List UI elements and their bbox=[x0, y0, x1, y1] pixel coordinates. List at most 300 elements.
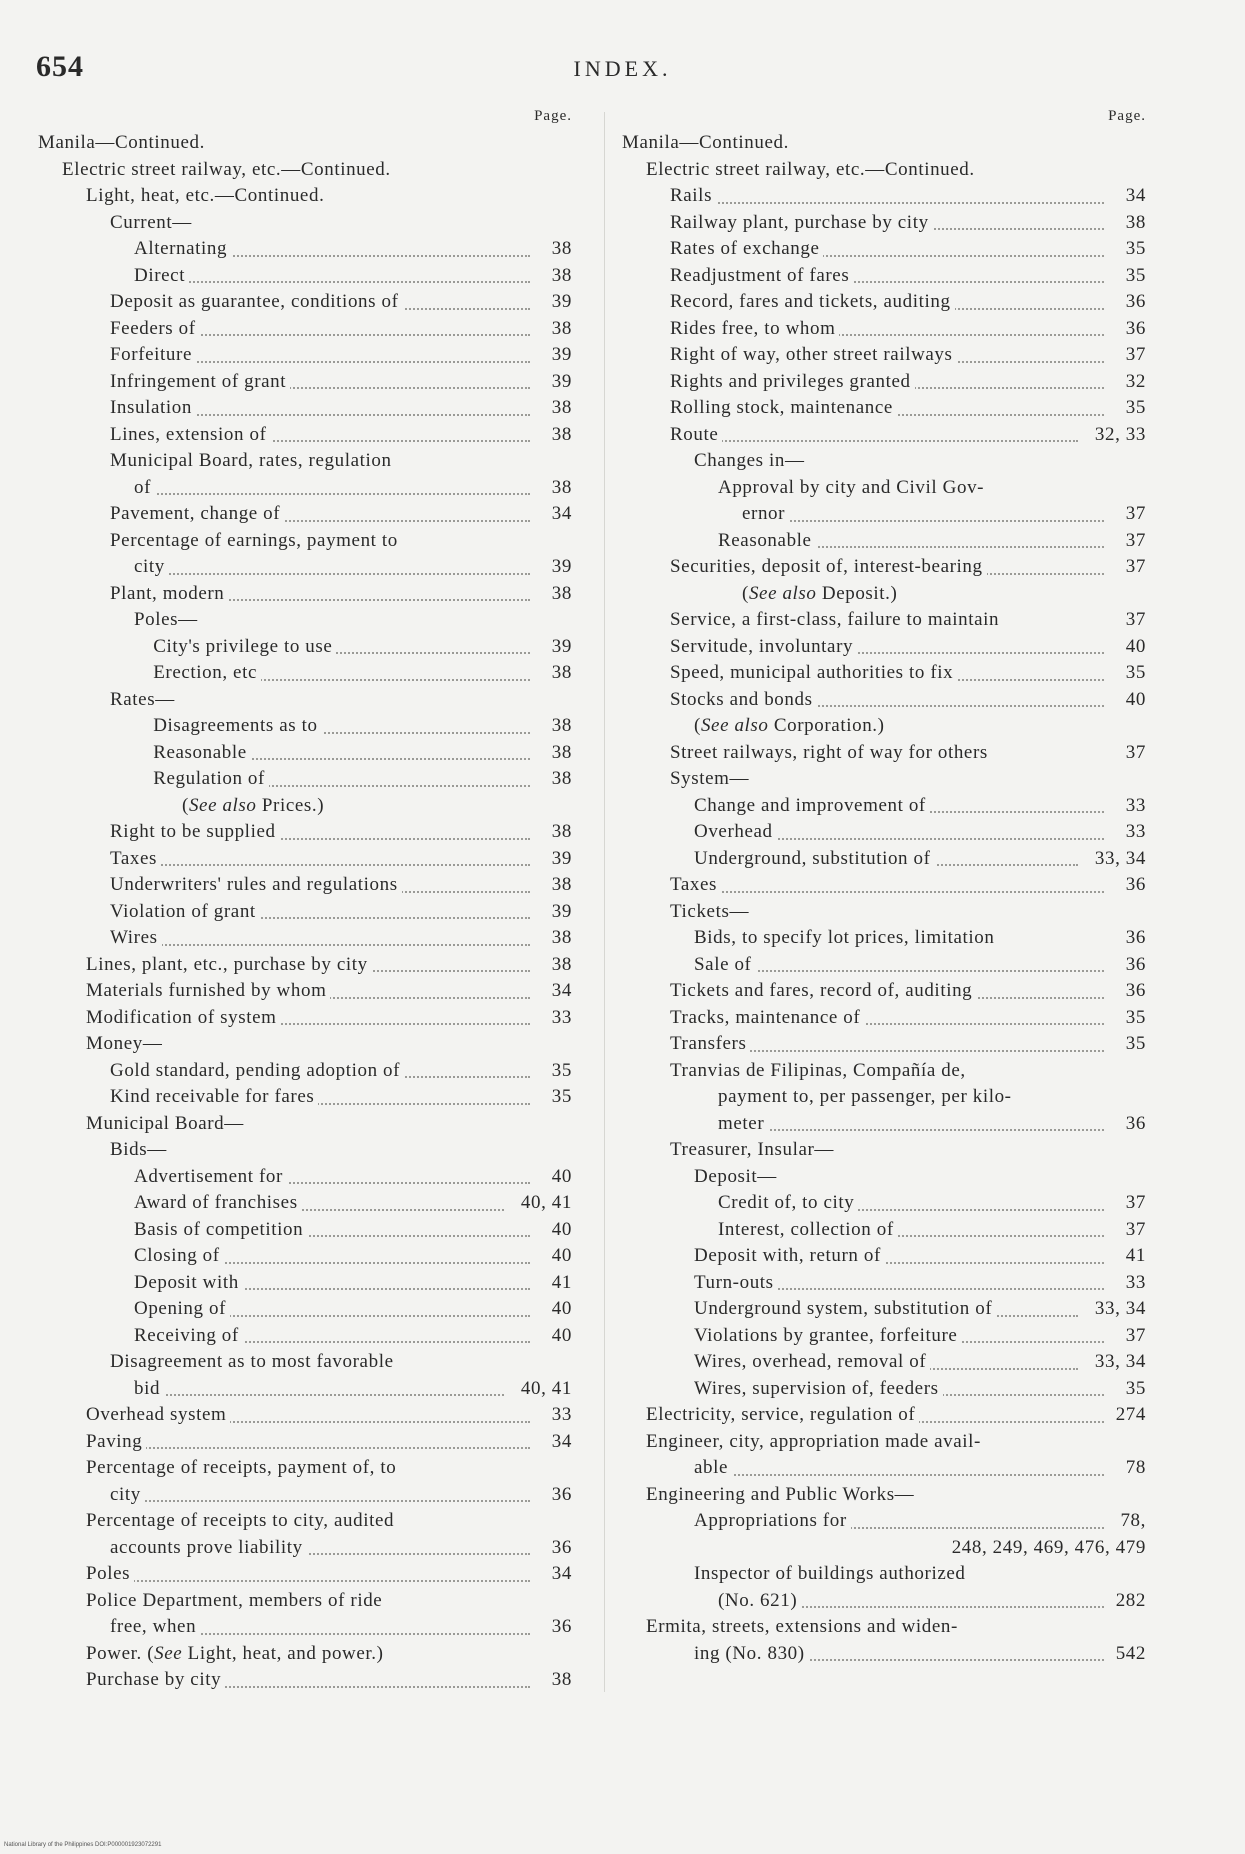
entry-text: Underground, substitution of bbox=[694, 848, 935, 869]
index-entry bbox=[622, 1190, 1152, 1217]
entry-text: Regulation of bbox=[153, 768, 269, 789]
index-entry bbox=[622, 581, 1152, 608]
entry-page-ref: 36 bbox=[1125, 874, 1146, 895]
page-number: 654 bbox=[36, 50, 84, 83]
entry-text: Pavement, change of bbox=[110, 503, 284, 524]
entry-page-ref: 35 bbox=[1125, 1033, 1146, 1054]
index-entry bbox=[622, 660, 1152, 687]
entry-text: Ermita, streets, extensions and widen- bbox=[646, 1616, 962, 1637]
index-entry bbox=[622, 422, 1152, 449]
index-entry bbox=[622, 1111, 1152, 1138]
entry-page-ref: 38 bbox=[551, 317, 572, 339]
index-entry bbox=[38, 1402, 578, 1429]
entry-text: Changes in— bbox=[694, 450, 809, 471]
entry-text: Bids— bbox=[110, 1139, 171, 1160]
entry-text: Street railways, right of way for others bbox=[670, 742, 992, 763]
entry-text: ing (No. 830) bbox=[694, 1643, 809, 1664]
index-entry bbox=[622, 1482, 1152, 1509]
index-entry bbox=[38, 1296, 578, 1323]
entry-page-ref: 282 bbox=[1115, 1589, 1146, 1611]
index-entry bbox=[622, 1084, 1152, 1111]
entry-page-ref: 39 bbox=[551, 291, 572, 312]
entry-page-ref: 40 bbox=[551, 1324, 572, 1346]
entry-text: Route bbox=[670, 424, 722, 445]
index-entry bbox=[38, 342, 578, 369]
entry-text: Manila—Continued. bbox=[38, 132, 209, 153]
index-entry bbox=[622, 1164, 1152, 1191]
index-entry bbox=[38, 554, 578, 581]
entry-text: Deposit with bbox=[134, 1272, 243, 1293]
index-entry bbox=[38, 1349, 578, 1376]
entry-text: Deposit— bbox=[694, 1166, 781, 1187]
entry-page-ref: 40 bbox=[1125, 688, 1146, 710]
index-entry bbox=[38, 1667, 578, 1694]
entry-text: Tracks, maintenance of bbox=[670, 1007, 864, 1028]
entry-page-ref: 37 bbox=[1125, 344, 1146, 365]
index-entry bbox=[622, 1429, 1152, 1456]
dot-leader bbox=[750, 519, 1104, 522]
entry-page-ref: 36 bbox=[1125, 953, 1146, 975]
index-entry bbox=[622, 236, 1152, 263]
entry-page-ref: 33 bbox=[1125, 794, 1146, 816]
index-entry bbox=[38, 1376, 578, 1403]
entry-text: Securities, deposit of, interest-bearing bbox=[670, 556, 987, 577]
entry-page-ref: 38 bbox=[551, 953, 572, 975]
index-entry bbox=[622, 501, 1152, 528]
entry-text: Rates of exchange bbox=[670, 238, 823, 259]
index-entry bbox=[38, 236, 578, 263]
index-entry bbox=[38, 528, 578, 555]
entry-text: Bids, to specify lot prices, limitation bbox=[694, 927, 998, 948]
index-entry bbox=[622, 1243, 1152, 1270]
left-index-column bbox=[38, 108, 578, 1694]
entry-text: Rolling stock, maintenance bbox=[670, 397, 897, 418]
entry-text: City's privilege to use bbox=[153, 636, 336, 657]
entry-text: Rights and privileges granted bbox=[670, 371, 915, 392]
entry-text: Power. (See Light, heat, and power.) bbox=[86, 1643, 388, 1664]
index-entry bbox=[38, 1614, 578, 1641]
entry-page-ref: 78, bbox=[1120, 1510, 1146, 1531]
index-entry bbox=[38, 1005, 578, 1032]
index-entry bbox=[38, 978, 578, 1005]
entry-page-ref: 274 bbox=[1115, 1404, 1146, 1425]
entry-page-ref: 38 bbox=[551, 874, 572, 895]
index-entry bbox=[622, 183, 1152, 210]
entry-text: Tickets— bbox=[670, 901, 753, 922]
entry-page-ref: 40, 41 bbox=[520, 1192, 572, 1213]
entry-page-ref: 33 bbox=[551, 1006, 572, 1028]
entry-page-ref: 37 bbox=[1125, 1192, 1146, 1213]
index-entry bbox=[622, 713, 1152, 740]
entry-text: Taxes bbox=[670, 874, 721, 895]
entry-text: Electricity, service, regulation of bbox=[646, 1404, 919, 1425]
dot-leader bbox=[678, 439, 1078, 442]
entry-text: able bbox=[694, 1457, 732, 1478]
entry-page-ref: 36 bbox=[551, 1483, 572, 1505]
index-entry bbox=[38, 846, 578, 873]
index-entry bbox=[622, 766, 1152, 793]
index-entry bbox=[38, 1323, 578, 1350]
left-entry-list bbox=[38, 130, 578, 1694]
entry-text bbox=[948, 1537, 952, 1558]
index-entry bbox=[38, 316, 578, 343]
entry-text: Rates— bbox=[110, 689, 179, 710]
entry-text: (No. 621) bbox=[718, 1590, 801, 1611]
entry-text: Modification of system bbox=[86, 1007, 281, 1028]
entry-page-ref: 40 bbox=[551, 1298, 572, 1319]
index-entry bbox=[622, 1323, 1152, 1350]
index-entry bbox=[38, 501, 578, 528]
entry-text: Wires bbox=[110, 927, 162, 948]
entry-text: Violation of grant bbox=[110, 901, 260, 922]
index-entry bbox=[622, 687, 1152, 714]
index-entry bbox=[622, 1455, 1152, 1482]
index-entry bbox=[622, 210, 1152, 237]
entry-page-ref: 32, 33 bbox=[1094, 423, 1146, 445]
entry-text: Receiving of bbox=[134, 1325, 243, 1346]
dot-leader bbox=[118, 863, 530, 866]
index-entry bbox=[622, 740, 1152, 767]
entry-page-ref: 35 bbox=[1125, 264, 1146, 286]
index-entry bbox=[38, 1535, 578, 1562]
dot-leader bbox=[142, 572, 530, 575]
index-entry bbox=[38, 819, 578, 846]
index-entry bbox=[622, 793, 1152, 820]
index-entry bbox=[38, 475, 578, 502]
entry-text: bid bbox=[134, 1378, 164, 1399]
index-entry bbox=[38, 872, 578, 899]
index-entry bbox=[622, 819, 1152, 846]
entry-text: Underwriters' rules and regulations bbox=[110, 874, 402, 895]
entry-text: Money— bbox=[86, 1033, 166, 1054]
entry-page-ref: 38 bbox=[551, 715, 572, 736]
entry-text: Tranvias de Filipinas, Compañía de, bbox=[670, 1060, 970, 1081]
entry-text: Current— bbox=[110, 212, 196, 233]
entry-text: city bbox=[110, 1484, 145, 1505]
entry-page-ref: 38 bbox=[551, 927, 572, 948]
index-entry bbox=[622, 1270, 1152, 1297]
entry-page-ref: 35 bbox=[1125, 1006, 1146, 1028]
entry-text: Gold standard, pending adoption of bbox=[110, 1060, 404, 1081]
entry-text: Rides free, to whom bbox=[670, 318, 839, 339]
entry-text: Insulation bbox=[110, 397, 196, 418]
entry-page-ref: 34 bbox=[551, 1563, 572, 1584]
entry-text: Opening of bbox=[134, 1298, 230, 1319]
entry-text: Basis of competition bbox=[134, 1219, 307, 1240]
entry-page-ref: 40, 41 bbox=[520, 1377, 572, 1399]
entry-page-ref: 39 bbox=[551, 635, 572, 657]
entry-page-ref: 34 bbox=[551, 980, 572, 1001]
entry-page-ref: 39 bbox=[551, 370, 572, 392]
right-index-column bbox=[622, 108, 1152, 1667]
entry-page-ref: 35 bbox=[1125, 662, 1146, 683]
entry-page-ref: 38 bbox=[551, 1669, 572, 1690]
entry-text: Deposit as guarantee, conditions of bbox=[110, 291, 403, 312]
left-page-heading: Page. bbox=[534, 108, 572, 124]
scan-footer: National Library of the Philippines DOI:P000001923072291 bbox=[4, 1842, 162, 1848]
index-entry bbox=[622, 846, 1152, 873]
dot-leader bbox=[142, 492, 530, 495]
right-page-heading: Page. bbox=[1108, 108, 1146, 124]
entry-text: Disagreements as to bbox=[153, 715, 321, 736]
entry-page-ref: 38 bbox=[1125, 211, 1146, 233]
dot-leader bbox=[118, 1499, 530, 1502]
index-entry bbox=[38, 1429, 578, 1456]
entry-page-ref: 40 bbox=[551, 1245, 572, 1266]
index-entry bbox=[38, 1243, 578, 1270]
index-entry bbox=[38, 687, 578, 714]
entry-text: Electric street railway, etc.—Continued. bbox=[62, 159, 395, 180]
entry-page-ref: 37 bbox=[1125, 1324, 1146, 1346]
entry-text: Erection, etc bbox=[153, 662, 261, 683]
entry-text: Poles bbox=[86, 1563, 134, 1584]
dot-leader bbox=[678, 201, 1104, 204]
entry-page-ref: 542 bbox=[1115, 1642, 1146, 1664]
entry-text: Advertisement for bbox=[134, 1166, 287, 1187]
entry-text: Appropriations for bbox=[694, 1510, 851, 1531]
index-entry bbox=[622, 342, 1152, 369]
dot-leader bbox=[142, 1393, 504, 1396]
entry-page-ref: 36 bbox=[1125, 317, 1146, 339]
index-entry bbox=[622, 1296, 1152, 1323]
index-entry bbox=[622, 316, 1152, 343]
entry-text: Right to be supplied bbox=[110, 821, 280, 842]
index-entry bbox=[622, 369, 1152, 396]
entry-page-ref: 33 bbox=[1125, 821, 1146, 842]
entry-page-ref: 37 bbox=[1125, 741, 1146, 763]
index-entry bbox=[38, 1111, 578, 1138]
entry-text: Engineering and Public Works— bbox=[646, 1484, 918, 1505]
entry-text: Municipal Board, rates, regulation bbox=[110, 450, 396, 471]
entry-text: Transfers bbox=[670, 1033, 750, 1054]
entry-page-ref: 34 bbox=[551, 503, 572, 524]
index-entry bbox=[622, 1402, 1152, 1429]
entry-page-ref: 39 bbox=[551, 900, 572, 922]
entry-text: Readjustment of fares bbox=[670, 265, 853, 286]
entry-text: Sale of bbox=[694, 954, 756, 975]
entry-page-ref: 37 bbox=[1125, 503, 1146, 524]
entry-text: Reasonable bbox=[718, 530, 816, 551]
entry-page-ref: 35 bbox=[1125, 238, 1146, 259]
entry-text: Treasurer, Insular— bbox=[670, 1139, 838, 1160]
entry-text: of bbox=[134, 477, 155, 498]
entry-text: Service, a first-class, failure to maintain bbox=[670, 609, 1003, 630]
index-entry bbox=[622, 1217, 1152, 1244]
entry-text: Turn-outs bbox=[694, 1272, 778, 1293]
index-entry bbox=[38, 634, 578, 661]
entry-text: Light, heat, etc.—Continued. bbox=[86, 185, 328, 206]
entry-text: Infringement of grant bbox=[110, 371, 290, 392]
index-entry bbox=[622, 1137, 1152, 1164]
index-entry bbox=[622, 1376, 1152, 1403]
entry-page-ref: 38 bbox=[551, 423, 572, 445]
entry-page-ref: 38 bbox=[551, 264, 572, 286]
entry-page-ref: 36 bbox=[1125, 980, 1146, 1001]
entry-text: Paving bbox=[86, 1431, 146, 1452]
index-entry bbox=[38, 1561, 578, 1588]
entry-page-ref: 36 bbox=[1125, 927, 1146, 948]
dot-leader bbox=[118, 943, 530, 946]
entry-text: Purchase by city bbox=[86, 1669, 225, 1690]
entry-text: Rails bbox=[670, 185, 716, 206]
index-entry bbox=[38, 130, 578, 157]
index-entry bbox=[38, 1217, 578, 1244]
entry-page-ref: 33 bbox=[1125, 1271, 1146, 1293]
index-entry bbox=[38, 1164, 578, 1191]
entry-text: Wires, supervision of, feeders bbox=[694, 1378, 943, 1399]
index-entry bbox=[622, 475, 1152, 502]
entry-text: Credit of, to city bbox=[718, 1192, 858, 1213]
entry-text: Stocks and bonds bbox=[670, 689, 817, 710]
entry-text: Servitude, involuntary bbox=[670, 636, 857, 657]
entry-text: (See also Corporation.) bbox=[694, 715, 889, 736]
entry-text: Manila—Continued. bbox=[622, 132, 793, 153]
index-entry bbox=[622, 1349, 1152, 1376]
entry-text: Disagreement as to most favorable bbox=[110, 1351, 398, 1372]
entry-page-ref: 39 bbox=[551, 556, 572, 577]
entry-page-ref: 36 bbox=[1125, 291, 1146, 312]
entry-page-ref: 38 bbox=[551, 741, 572, 763]
entry-page-ref: 39 bbox=[551, 344, 572, 365]
entry-text: Alternating bbox=[134, 238, 231, 259]
index-entry bbox=[622, 448, 1152, 475]
index-entry bbox=[622, 554, 1152, 581]
index-entry bbox=[622, 289, 1152, 316]
index-entry bbox=[622, 1588, 1152, 1615]
index-entry bbox=[38, 713, 578, 740]
index-entry bbox=[38, 766, 578, 793]
entry-page-ref: 41 bbox=[551, 1271, 572, 1293]
entry-text: Right of way, other street railways bbox=[670, 344, 957, 365]
entry-text: Feeders of bbox=[110, 318, 200, 339]
entry-text: (See also Prices.) bbox=[182, 795, 328, 816]
index-entry bbox=[622, 872, 1152, 899]
index-entry bbox=[622, 1561, 1152, 1588]
entry-page-ref: 38 bbox=[551, 768, 572, 789]
column-divider bbox=[604, 112, 605, 1692]
entry-page-ref: 33 bbox=[551, 1404, 572, 1425]
entry-text: Engineer, city, appropriation made avail- bbox=[646, 1431, 985, 1452]
index-entry bbox=[38, 157, 578, 184]
index-entry bbox=[38, 395, 578, 422]
entry-text: Plant, modern bbox=[110, 583, 228, 604]
entry-text: Kind receivable for fares bbox=[110, 1086, 318, 1107]
entry-text: Deposit with, return of bbox=[694, 1245, 885, 1266]
entry-text: Tickets and fares, record of, auditing bbox=[670, 980, 976, 1001]
entry-text: Materials furnished by whom bbox=[86, 980, 330, 1001]
index-entry bbox=[38, 1058, 578, 1085]
entry-text: Reasonable bbox=[153, 742, 251, 763]
entry-text: Railway plant, purchase by city bbox=[670, 212, 933, 233]
entry-page-ref: 37 bbox=[1125, 609, 1146, 630]
entry-page-ref: 38 bbox=[551, 476, 572, 498]
index-entry bbox=[622, 952, 1152, 979]
index-entry bbox=[38, 607, 578, 634]
index-entry bbox=[38, 899, 578, 926]
index-entry bbox=[622, 1031, 1152, 1058]
index-entry bbox=[38, 369, 578, 396]
index-entry bbox=[622, 978, 1152, 1005]
entry-page-ref: 35 bbox=[551, 1086, 572, 1107]
entry-text: Underground system, substitution of bbox=[694, 1298, 996, 1319]
index-entry bbox=[622, 607, 1152, 634]
entry-text: Interest, collection of bbox=[718, 1219, 898, 1240]
index-entry bbox=[38, 952, 578, 979]
index-entry bbox=[622, 1535, 1152, 1562]
entry-page-ref: 34 bbox=[551, 1430, 572, 1452]
entry-page-ref: 248, 249, 469, 476, 479 bbox=[951, 1536, 1146, 1558]
entry-page-ref: 35 bbox=[551, 1059, 572, 1081]
index-entry bbox=[622, 899, 1152, 926]
entry-text: Inspector of buildings authorized bbox=[694, 1563, 970, 1584]
dot-leader bbox=[702, 1473, 1104, 1476]
dot-leader bbox=[726, 1128, 1104, 1131]
right-entry-list bbox=[622, 130, 1152, 1667]
entry-text: Speed, municipal authorities to fix bbox=[670, 662, 957, 683]
index-entry bbox=[38, 1190, 578, 1217]
entry-text: free, when bbox=[110, 1616, 200, 1637]
index-entry bbox=[38, 1084, 578, 1111]
running-head: INDEX. bbox=[573, 56, 672, 81]
index-entry bbox=[622, 925, 1152, 952]
entry-text: Direct bbox=[134, 265, 189, 286]
index-entry bbox=[622, 157, 1152, 184]
index-entry bbox=[38, 1455, 578, 1482]
index-entry bbox=[622, 263, 1152, 290]
entry-text: Forfeiture bbox=[110, 344, 196, 365]
entry-text: payment to, per passenger, per kilo- bbox=[718, 1086, 1016, 1107]
entry-text: Taxes bbox=[110, 848, 161, 869]
entry-page-ref: 40 bbox=[551, 1165, 572, 1187]
entry-page-ref: 36 bbox=[551, 1536, 572, 1558]
entry-text: (See also Deposit.) bbox=[742, 583, 901, 604]
entry-text: accounts prove liability bbox=[110, 1537, 307, 1558]
entry-page-ref: 38 bbox=[551, 662, 572, 683]
entry-text: ernor bbox=[742, 503, 789, 524]
entry-page-ref: 40 bbox=[1125, 635, 1146, 657]
entry-page-ref: 38 bbox=[551, 397, 572, 418]
index-entry bbox=[38, 210, 578, 237]
entry-page-ref: 35 bbox=[1125, 397, 1146, 418]
entry-text: Lines, plant, etc., purchase by city bbox=[86, 954, 372, 975]
entry-page-ref: 38 bbox=[551, 821, 572, 842]
entry-page-ref: 37 bbox=[1125, 556, 1146, 577]
entry-page-ref: 37 bbox=[1125, 529, 1146, 551]
entry-text: Lines, extension of bbox=[110, 424, 271, 445]
index-entry bbox=[622, 528, 1152, 555]
dot-leader bbox=[702, 969, 1104, 972]
entry-page-ref: 38 bbox=[551, 582, 572, 604]
entry-text: Award of franchises bbox=[134, 1192, 302, 1213]
index-entry bbox=[38, 289, 578, 316]
index-entry bbox=[622, 1508, 1152, 1535]
index-entry bbox=[622, 1058, 1152, 1085]
entry-text: Change and improvement of bbox=[694, 795, 930, 816]
dot-leader bbox=[678, 890, 1104, 893]
entry-text: Percentage of receipts, payment of, to bbox=[86, 1457, 400, 1478]
entry-page-ref: 32 bbox=[1125, 370, 1146, 392]
entry-text: meter bbox=[718, 1113, 768, 1134]
index-entry bbox=[38, 448, 578, 475]
entry-text: Approval by city and Civil Gov- bbox=[718, 477, 988, 498]
entry-page-ref: 39 bbox=[551, 847, 572, 869]
dot-leader bbox=[94, 1446, 530, 1449]
entry-page-ref: 38 bbox=[551, 238, 572, 259]
entry-text: Municipal Board— bbox=[86, 1113, 248, 1134]
index-entry bbox=[38, 660, 578, 687]
entry-text: Violations by grantee, forfeiture bbox=[694, 1325, 961, 1346]
entry-page-ref: 33, 34 bbox=[1094, 1351, 1146, 1372]
